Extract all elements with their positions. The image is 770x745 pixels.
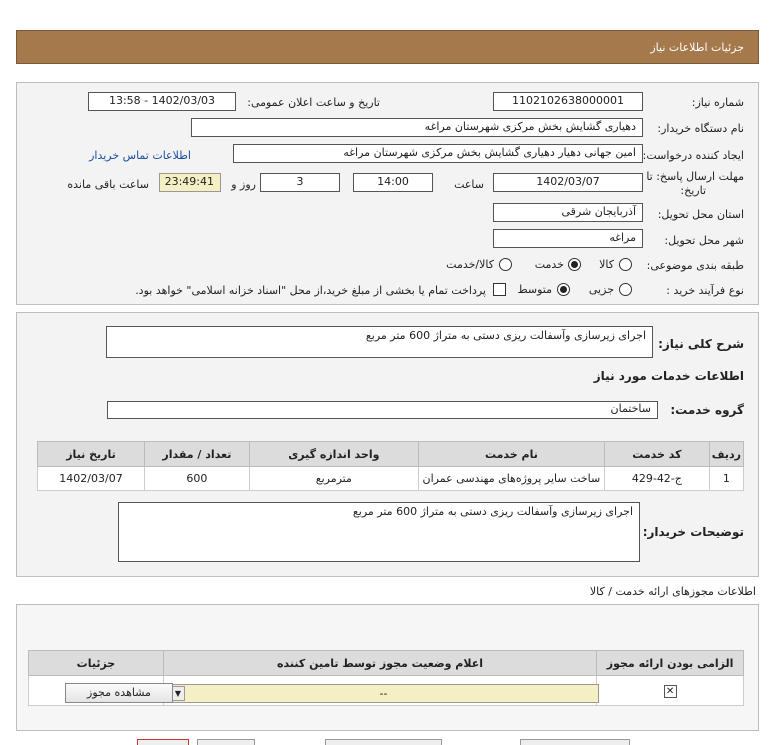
- buyer-field: دهیاری گشایش بخش مرکزی شهرستان مراغه: [191, 118, 643, 137]
- description-field: اجرای زیرسازی وآسفالت ریزی دستی به متراژ 600 متر مربع: [106, 326, 653, 358]
- cell-service-name: ساخت سایر پروژه‌های مهندسی عمران: [418, 467, 604, 491]
- table-row: [38, 467, 744, 491]
- category-option-both: کالا/خدمت: [446, 258, 494, 271]
- service-group-label: گروه خدمت:: [670, 403, 744, 417]
- deadline-date-field: 1402/03/07: [493, 173, 643, 192]
- category-option-goods: کالا: [599, 258, 614, 271]
- cell-need-date: 1402/03/07: [38, 467, 145, 491]
- bottom-action-button-3[interactable]: [325, 739, 442, 745]
- days-field: 3: [260, 173, 340, 192]
- permits-panel: [16, 604, 759, 731]
- cell-row: 1: [709, 467, 743, 491]
- cell-quantity: 600: [145, 467, 250, 491]
- description-label: شرح کلی نیاز:: [658, 337, 744, 351]
- category-radio-both[interactable]: [499, 258, 512, 271]
- services-panel: [16, 312, 759, 577]
- bottom-action-button-4[interactable]: [520, 739, 630, 745]
- col-need-date: تاریخ نیاز: [38, 442, 145, 467]
- deadline-time-label: ساعت: [454, 178, 484, 191]
- category-radio-service[interactable]: [568, 258, 581, 271]
- buyer-contact-link[interactable]: اطلاعات تماس خریدار: [89, 149, 191, 162]
- treasury-checkbox[interactable]: [493, 283, 506, 296]
- service-group-field: ساختمان: [107, 401, 658, 419]
- treasury-note: پرداخت تمام یا بخشی از مبلغ خرید،از محل "اسناد خزانه اسلامی" خواهد بود.: [135, 284, 486, 297]
- services-table: [37, 441, 744, 491]
- col-service-name: نام خدمت: [418, 442, 604, 467]
- view-permit-button[interactable]: مشاهده مجوز: [65, 683, 173, 703]
- dropdown-arrow-icon[interactable]: ▼: [171, 686, 185, 701]
- col-permit-required: الزامی بودن ارائه مجوز: [597, 651, 744, 676]
- process-option-medium: متوسط: [517, 283, 552, 296]
- announce-date-field: 1402/03/03 - 13:58: [88, 92, 236, 111]
- col-row: ردیف: [709, 442, 743, 467]
- permits-heading: اطلاعات مجوزهای ارائه خدمت / کالا: [589, 585, 756, 598]
- process-radio-minor[interactable]: [619, 283, 632, 296]
- cell-permit-required: [597, 676, 744, 706]
- services-heading: اطلاعات خدمات مورد نیاز: [593, 369, 744, 383]
- deadline-time-field: 14:00: [353, 173, 433, 192]
- bottom-action-button-2[interactable]: [197, 739, 255, 745]
- announce-date-label: تاریخ و ساعت اعلان عمومی:: [247, 96, 380, 109]
- deadline-date-label: تاریخ:: [680, 184, 706, 197]
- required-checked-icon: ✕: [664, 685, 677, 698]
- process-label: نوع فرآیند خرید :: [666, 284, 744, 297]
- permits-table-header: [29, 651, 744, 676]
- col-permit-status: اعلام وضعیت مجوز توسط تامین کننده: [163, 651, 596, 676]
- province-field: آذربایجان شرقی: [493, 203, 643, 222]
- process-option-minor: جزیی: [588, 283, 614, 296]
- remaining-time-label: ساعت باقی مانده: [67, 178, 149, 191]
- category-option-service: خدمت: [534, 258, 564, 271]
- creator-field: امین جهانی دهیار دهیاری گشایش بخش مرکزی شهرستان مراغه: [233, 144, 643, 163]
- creator-label: ایجاد کننده درخواست:: [642, 149, 744, 162]
- services-table-header: [38, 442, 744, 467]
- buyer-notes-label: توضیحات خریدار:: [642, 525, 744, 539]
- need-info-panel: [16, 82, 759, 305]
- col-quantity: تعداد / مقدار: [145, 442, 250, 467]
- deadline-label: مهلت ارسال پاسخ: تا: [646, 170, 744, 183]
- bottom-action-button-1[interactable]: [137, 739, 189, 745]
- remaining-time-field: 23:49:41: [159, 173, 221, 192]
- page-title: جزئیات اطلاعات نیاز: [650, 41, 744, 54]
- city-label: شهر محل تحویل:: [664, 234, 744, 247]
- process-radio-medium[interactable]: [557, 283, 570, 296]
- col-permit-details: جزئیات: [29, 651, 164, 676]
- permit-status-select[interactable]: [168, 684, 599, 703]
- need-number-label: شماره نیاز:: [691, 96, 744, 109]
- city-field: مراغه: [493, 229, 643, 248]
- page-header: [16, 30, 759, 64]
- col-unit: واحد اندازه گیری: [249, 442, 418, 467]
- buyer-notes-field: اجرای زیرسازی وآسفالت ریزی دستی به متراژ 600 متر مربع: [118, 502, 640, 562]
- cell-unit: مترمربع: [249, 467, 418, 491]
- cell-service-code: ج-42-429: [604, 467, 709, 491]
- col-service-code: کد خدمت: [604, 442, 709, 467]
- permit-status-value: --: [379, 687, 388, 700]
- category-label: طبقه بندی موضوعی:: [646, 259, 744, 272]
- province-label: استان محل تحویل:: [657, 208, 744, 221]
- buyer-label: نام دستگاه خریدار:: [657, 122, 744, 135]
- category-radio-goods[interactable]: [619, 258, 632, 271]
- need-number-field: 1102102638000001: [493, 92, 643, 111]
- days-label: روز و: [231, 178, 256, 191]
